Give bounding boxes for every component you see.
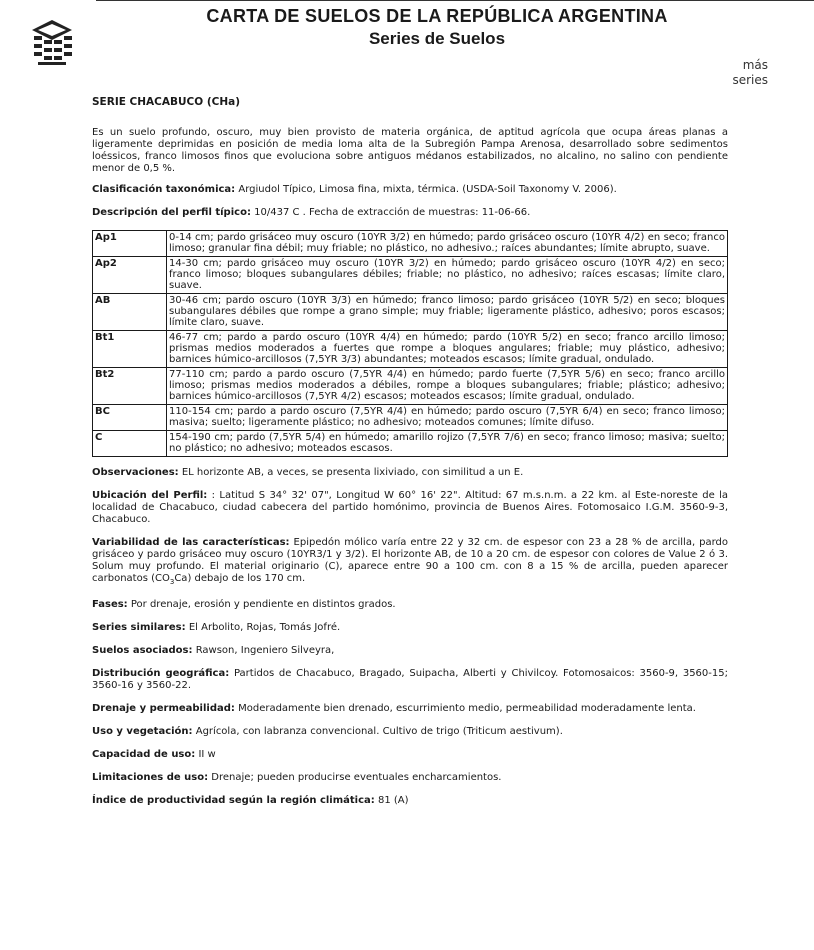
horizon-description: 0-14 cm; pardo grisáceo muy oscuro (10YR 3/2) en húmedo; pardo grisáceo oscuro (10YR 4/2) en seco; franco limoso; granular fina débil; muy friable; no plástico, no adhesivo.; raíces abundantes; límite abrupto, suave. <box>167 231 728 257</box>
clasificacion-taxonomica <box>92 184 728 196</box>
uso-vegetacion <box>92 726 728 738</box>
suelos-asociados-value: Rawson, Ingeniero Silveyra, <box>195 645 335 656</box>
variabilidad <box>92 537 728 588</box>
suelos-asociados <box>92 645 728 657</box>
table-row <box>93 431 728 457</box>
horizon-name: Bt2 <box>93 368 167 405</box>
distribucion-value: Partidos de Chacabuco, Bragado, Suipacha, Alberti y Chivilcoy. Fotomosaicos: 3560-9, 3560-15; 3560-16 y 3560-22. <box>92 668 728 691</box>
capacidad-value: II w <box>198 749 216 760</box>
horizon-name: Ap1 <box>93 231 167 257</box>
indice-value: 81 (A) <box>377 795 409 806</box>
observaciones-value: EL horizonte AB, a veces, se presenta lixiviado, con similitud a un E. <box>181 467 524 478</box>
descripcion-label: Descripción del perfil típico: <box>92 207 251 218</box>
variabilidad-tail: Ca) debajo de los 170 cm. <box>174 573 306 584</box>
horizons-table <box>92 230 728 457</box>
distribucion-geografica <box>92 668 728 692</box>
horizon-name: BC <box>93 405 167 431</box>
capacidad-uso <box>92 749 728 761</box>
horizon-name: AB <box>93 294 167 331</box>
descripcion-perfil <box>92 207 728 219</box>
series-similares-label: Series similares: <box>92 622 186 633</box>
variabilidad-value: Epipedón mólico varía entre 22 y 32 cm. de espesor con 23 a 28 % de arcilla, pardo grisáceo y pardo grisáceo muy oscuro (10YR3/1 y 3/2). El horizonte AB, de 10 a 20 cm. de espesor con colores de Value 2 ó 3. Solum muy profundo. El material originario (C), aparece entre 90 a 100 cm. con 8 a 15 % de arcilla, pueden aparecer carbonatos (CO <box>92 537 729 584</box>
horizon-description: 110-154 cm; pardo a pardo oscuro (7,5YR 4/4) en húmedo; pardo oscuro (7,5YR 6/4) en seco; franco limoso; masiva; suelto; ligeramente plástico; no adhesivo; moteados comunes; límite difuso. <box>167 405 728 431</box>
horizon-description: 46-77 cm; pardo a pardo oscuro (10YR 4/4) en húmedo; pardo (10YR 5/2) en seco; franco arcillo limoso; prismas medios moderados a fuertes que rompe a bloques angulares; friable; muy plástico, adhesivo; barnices húmico-arcillosos (7,5YR 3/3) abundantes; moteados escasos; límite gradual, ondulado. <box>167 331 728 368</box>
variabilidad-subscript: 3 <box>169 578 175 586</box>
horizon-name: Bt1 <box>93 331 167 368</box>
horizon-description: 154-190 cm; pardo (7,5YR 5/4) en húmedo; amarillo rojizo (7,5YR 7/6) en seco; franco limoso; masiva; suelto; no plástico; no adhesivo; moteados escasos. <box>167 431 728 457</box>
table-row <box>93 231 728 257</box>
series-similares <box>92 622 728 634</box>
page-header <box>60 6 814 49</box>
table-row <box>93 405 728 431</box>
drenaje-permeabilidad <box>92 703 728 715</box>
horizon-name: C <box>93 431 167 457</box>
series-similares-value: El Arbolito, Rojas, Tomás Jofré. <box>188 622 341 633</box>
horizon-description: 77-110 cm; pardo a pardo oscuro (7,5YR 4/4) en húmedo; pardo fuerte (7,5YR 5/6) en seco; franco arcillo limoso; prismas medios moderados a débiles, rompe a bloques subangulares; friable; plástico; adhesivo; barnices húmico-arcillosos (7,5YR 4/2) escasos; moteados escasos; límite gradual, ondulado. <box>167 368 728 405</box>
document-body <box>92 96 728 818</box>
observaciones <box>92 467 728 479</box>
uso-value: Agrícola, con labranza convencional. Cultivo de trigo (Triticum aestivum). <box>195 726 563 737</box>
drenaje-value: Moderadamente bien drenado, escurrimiento medio, permeabilidad moderadamente lenta. <box>238 703 696 714</box>
top-rule <box>96 0 814 1</box>
ubicacion-label: Ubicación del Perfil: <box>92 490 208 501</box>
drenaje-label: Drenaje y permeabilidad: <box>92 703 235 714</box>
table-row <box>93 368 728 405</box>
clasificacion-label: Clasificación taxonómica: <box>92 184 236 195</box>
suelos-asociados-label: Suelos asociados: <box>92 645 193 656</box>
page-title: CARTA DE SUELOS DE LA REPÚBLICA ARGENTINA <box>206 6 668 26</box>
descripcion-value: 10/437 C . Fecha de extracción de muestras: 11-06-66. <box>254 207 531 218</box>
page-subtitle: Series de Suelos <box>368 29 506 48</box>
table-row <box>93 331 728 368</box>
more-series-link[interactable] <box>732 58 768 88</box>
capacidad-label: Capacidad de uso: <box>92 749 196 760</box>
more-series-line2[interactable]: series <box>732 73 768 87</box>
horizon-name: Ap2 <box>93 257 167 294</box>
ubicacion-perfil <box>92 490 728 526</box>
table-row <box>93 294 728 331</box>
ubicacion-value: : Latitud S 34° 32' 07", Longitud W 60° 16' 22". Altitud: 67 m.s.n.m. a 22 km. al Este-noreste de la localidad de Chacabuco, ciudad cabecera del partido homónimo, provincia de Buenos Aires. Fotomosaico I.G.M. 3560-9-3, Chacabuco. <box>92 490 728 525</box>
more-series-line1[interactable]: más <box>742 58 768 72</box>
fases <box>92 599 728 611</box>
fases-label: Fases: <box>92 599 128 610</box>
observaciones-label: Observaciones: <box>92 467 179 478</box>
uso-label: Uso y vegetación: <box>92 726 193 737</box>
horizon-description: 30-46 cm; pardo oscuro (10YR 3/3) en húmedo; franco limoso; pardo grisáceo (10YR 5/2) en seco; bloques subangulares débiles que rompe a grano simple; muy friable; ligeramente plástico, adhesivo; poros escasos; límite claro, suave. <box>167 294 728 331</box>
distribucion-label: Distribución geográfica: <box>92 668 230 679</box>
limitaciones-value: Drenaje; pueden producirse eventuales encharcamientos. <box>211 772 502 783</box>
indice-productividad <box>92 795 728 807</box>
table-row <box>93 257 728 294</box>
limitaciones-uso <box>92 772 728 784</box>
fases-value: Por drenaje, erosión y pendiente en distintos grados. <box>130 599 396 610</box>
horizon-description: 14-30 cm; pardo grisáceo muy oscuro (10YR 3/2) en húmedo; pardo grisáceo oscuro (10YR 4/2) en seco; franco limoso; bloques subangulares débiles; friable; no plástico, no adhesivo; raíces escasas; límite claro, suave. <box>167 257 728 294</box>
limitaciones-label: Limitaciones de uso: <box>92 772 209 783</box>
variabilidad-label: Variabilidad de las características: <box>92 537 290 548</box>
serie-title: SERIE CHACABUCO (CHa) <box>92 96 240 108</box>
indice-label: Índice de productividad según la región climática: <box>92 795 375 806</box>
clasificacion-value: Argiudol Típico, Limosa fina, mixta, térmica. (USDA-Soil Taxonomy V. 2006). <box>238 184 617 195</box>
serie-intro: Es un suelo profundo, oscuro, muy bien provisto de materia orgánica, de aptitud agrícola que ocupa áreas planas a ligeramente deprimidas en posición de media loma alta de la Subregión Pampa Arenosa, desarrollado sobre sedimentos loéssicos, franco limosos finos que evoluciona sobre antiguos médanos estabilizados, no alcalino, no salino con pendiente menor de 0,5 %. <box>92 127 728 174</box>
